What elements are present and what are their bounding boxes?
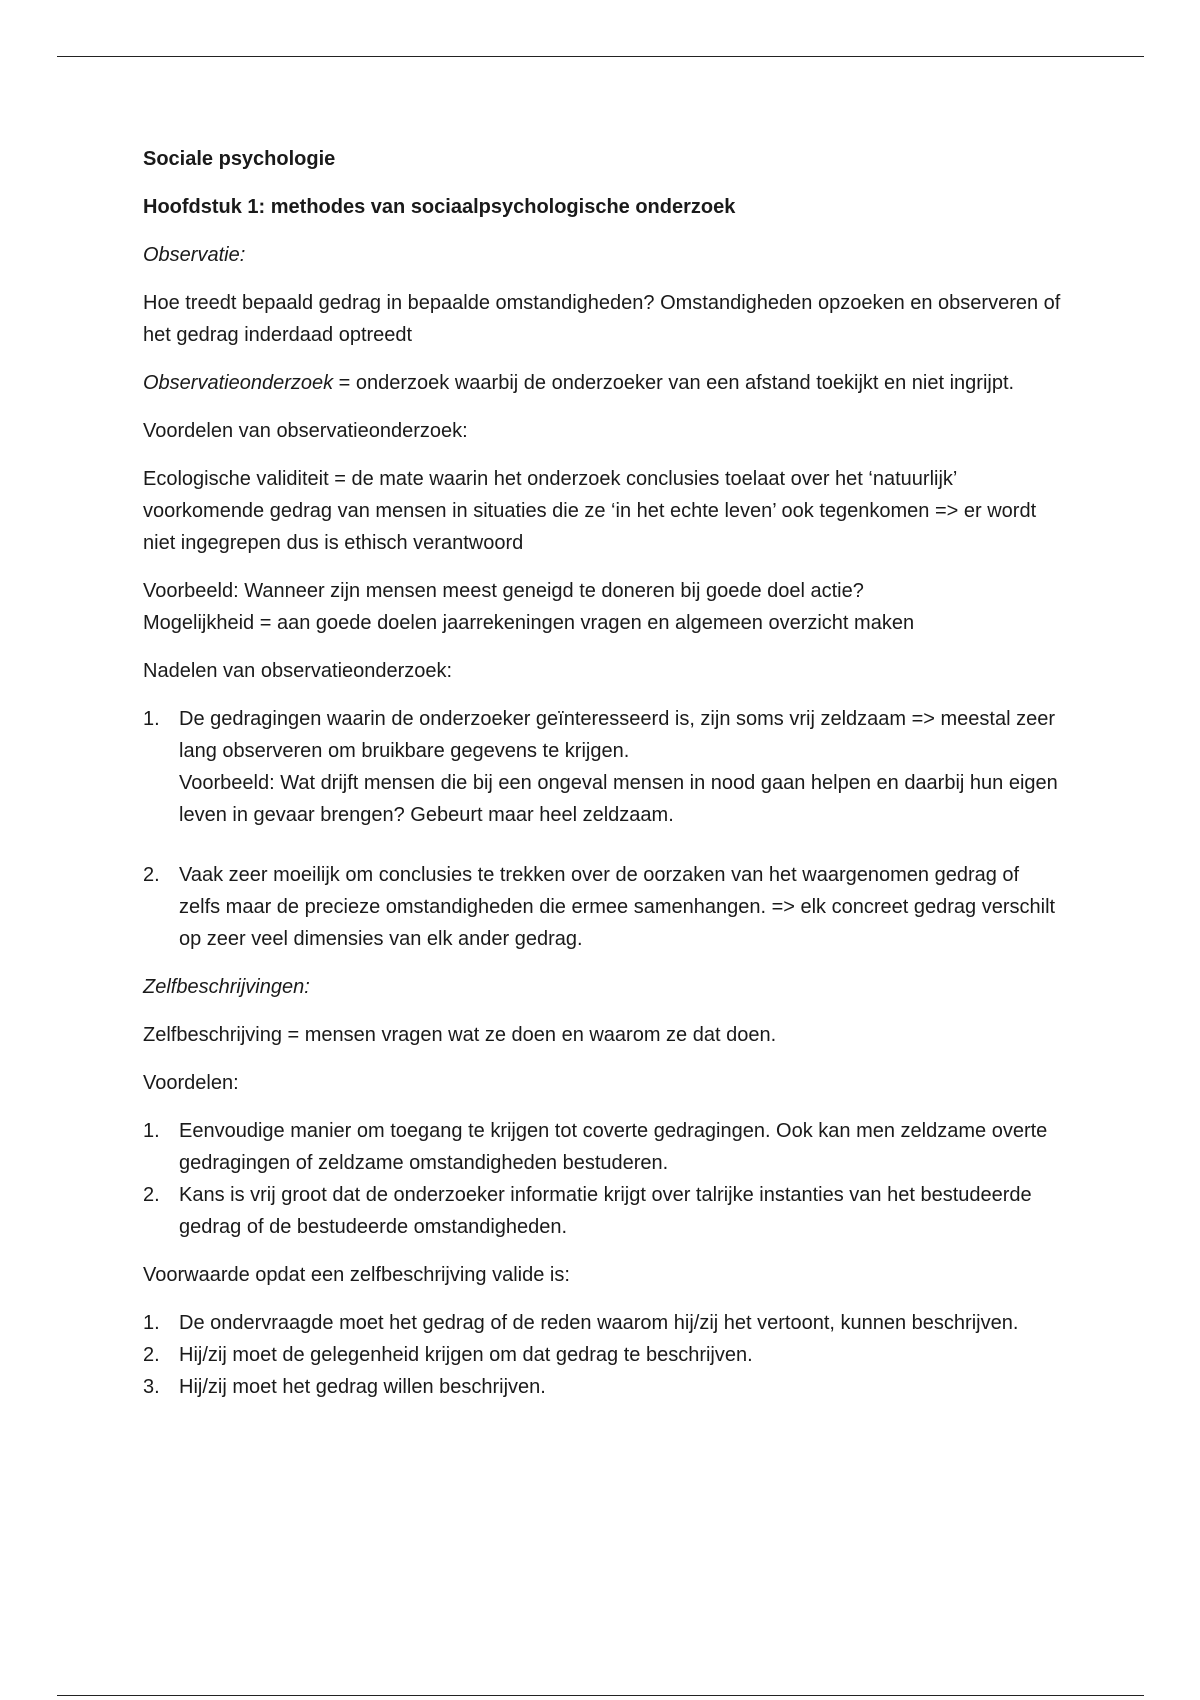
list-item-text: Vaak zeer moeilijk om conclusies te trekken over de oorzaken van het waargenomen gedrag of zelfs maar de precieze omstandigheden die ermee samenhangen. => elk concreet gedrag verschilt op zeer veel dimensies van elk ander gedrag. bbox=[179, 864, 1056, 950]
observation-disadvantages-heading: Nadelen van observatieonderzoek: bbox=[143, 660, 453, 682]
header-rule bbox=[57, 56, 1144, 57]
list-number: 2. bbox=[143, 1184, 160, 1206]
list-number: 1. bbox=[143, 1312, 160, 1334]
list-item-example: Voorbeeld: Wat drijft mensen die bij een ongeval mensen in nood gaan helpen en daarbij hun eigen leven in gevaar brengen? Gebeurt maar heel zeldzaam. bbox=[179, 772, 1058, 826]
self-report-heading: Zelfbeschrijvingen: bbox=[143, 976, 310, 998]
validity-conditions-heading: Voorwaarde opdat een zelfbeschrijving valide is: bbox=[143, 1264, 570, 1286]
observation-advantages-heading: Voordelen van observatieonderzoek: bbox=[143, 420, 468, 442]
chapter-heading: Hoofdstuk 1: methodes van sociaalpsychologische onderzoek bbox=[143, 196, 736, 218]
list-item-text: De ondervraagde moet het gedrag of de reden waarom hij/zij het vertoont, kunnen beschrijven. bbox=[179, 1312, 1019, 1334]
disadvantages-list bbox=[143, 703, 1063, 955]
observation-definition bbox=[143, 367, 1063, 399]
list-item bbox=[143, 1371, 1063, 1403]
list-number: 3. bbox=[143, 1376, 160, 1398]
list-item-text: Hij/zij moet het gedrag willen beschrijven. bbox=[179, 1376, 546, 1398]
definition-term: Observatieonderzoek bbox=[143, 372, 334, 394]
observation-heading: Observatie: bbox=[143, 244, 246, 266]
list-item bbox=[143, 1179, 1063, 1243]
list-number: 1. bbox=[143, 708, 160, 730]
self-report-definition: Zelfbeschrijving = mensen vragen wat ze doen en waarom ze dat doen. bbox=[143, 1024, 777, 1046]
example-possibility: Mogelijkheid = aan goede doelen jaarrekeningen vragen en algemeen overzicht maken bbox=[143, 612, 915, 634]
list-number: 1. bbox=[143, 1120, 160, 1142]
list-item-text: Hij/zij moet de gelegenheid krijgen om dat gedrag te beschrijven. bbox=[179, 1344, 753, 1366]
footer-rule bbox=[57, 1695, 1144, 1696]
list-item bbox=[143, 1339, 1063, 1371]
observation-intro: Hoe treedt bepaald gedrag in bepaalde omstandigheden? Omstandigheden opzoeken en observeren of het gedrag inderdaad optreedt bbox=[143, 292, 1061, 346]
list-number: 2. bbox=[143, 864, 160, 886]
donation-example bbox=[143, 575, 1063, 639]
list-item-text: De gedragingen waarin de onderzoeker geïnteresseerd is, zijn soms vrij zeldzaam => meestal zeer lang observeren om bruikbare gegevens te krijgen. bbox=[179, 708, 1056, 762]
ecological-validity-paragraph: Ecologische validiteit = de mate waarin het onderzoek conclusies toelaat over het ‘natuurlijk’ voorkomende gedrag van mensen in situaties die ze ‘in het echte leven’ ook tegenkomen => er wordt niet ingegrepen dus is ethisch verantwoord bbox=[143, 468, 1037, 554]
list-item-text: Eenvoudige manier om toegang te krijgen tot coverte gedragingen. Ook kan men zeldzame overte gedragingen of zeldzame omstandigheden bestuderen. bbox=[179, 1120, 1048, 1174]
self-report-advantages-heading: Voordelen: bbox=[143, 1072, 239, 1094]
self-report-advantages-list bbox=[143, 1115, 1063, 1243]
list-item bbox=[143, 1307, 1063, 1339]
list-item bbox=[143, 703, 1063, 831]
list-item bbox=[143, 859, 1063, 955]
list-number: 2. bbox=[143, 1344, 160, 1366]
example-question: Voorbeeld: Wanneer zijn mensen meest geneigd te doneren bij goede doel actie? bbox=[143, 580, 864, 602]
document-title: Sociale psychologie bbox=[143, 148, 336, 170]
definition-text: = onderzoek waarbij de onderzoeker van een afstand toekijkt en niet ingrijpt. bbox=[333, 372, 1015, 394]
validity-conditions-list bbox=[143, 1307, 1063, 1403]
document-body bbox=[143, 143, 1063, 1419]
list-item bbox=[143, 1115, 1063, 1179]
list-item-text: Kans is vrij groot dat de onderzoeker informatie krijgt over talrijke instanties van het bestudeerde gedrag of de bestudeerde omstandigheden. bbox=[179, 1184, 1032, 1238]
